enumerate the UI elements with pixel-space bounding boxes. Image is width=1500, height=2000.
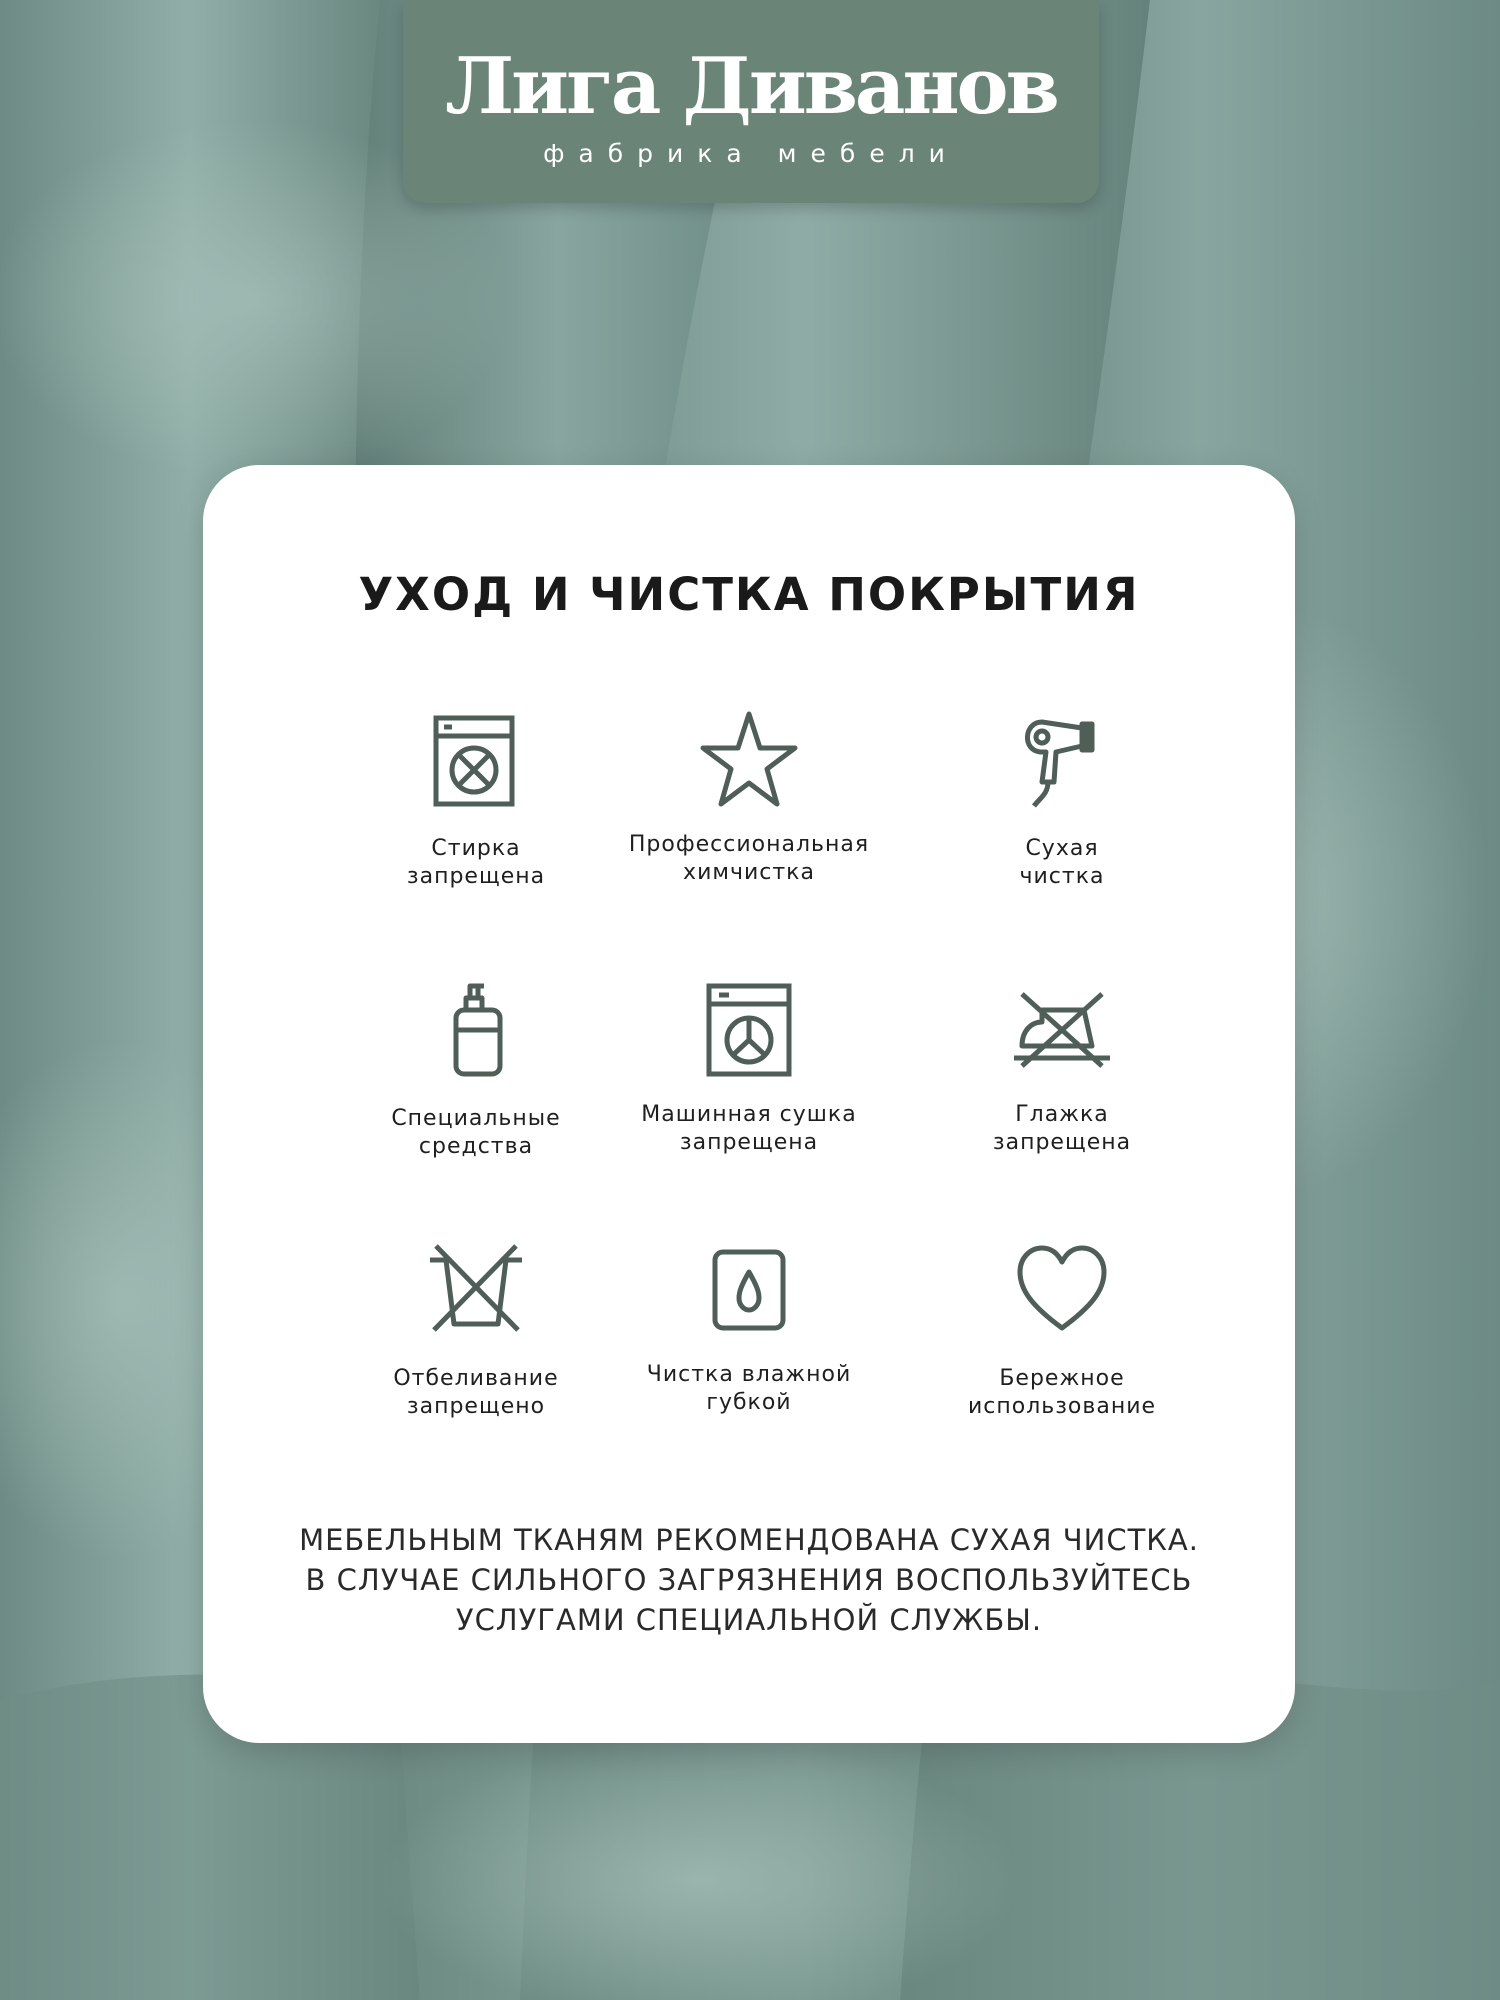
care-item-label: Отбеливание запрещено	[393, 1366, 559, 1419]
care-item-dry-cleaning	[897, 710, 1227, 930]
care-item-label: Машинная сушка запрещена	[641, 1102, 857, 1155]
ironing-forbidden-icon	[1012, 980, 1112, 1080]
care-item-damp-sponge	[584, 1240, 914, 1460]
washing-forbidden-icon	[426, 710, 526, 810]
care-item-label: Бережное использование	[967, 1366, 1157, 1419]
care-item-ironing	[897, 980, 1227, 1200]
care-item-label: Профессиональная химчистка	[628, 832, 870, 885]
care-item-label: Стирка запрещена	[406, 836, 546, 889]
care-item-careful-use	[897, 1240, 1227, 1460]
bleach-forbidden-icon	[426, 1240, 526, 1340]
care-item-label: Чистка влажной губкой	[646, 1362, 852, 1415]
brand-name: Лига Диванов	[445, 41, 1057, 132]
hair-dryer-icon	[1012, 710, 1112, 810]
care-item-label: Специальные средства	[391, 1106, 561, 1159]
care-item-label: Сухая чистка	[1019, 836, 1105, 889]
detergent-bottle-icon	[426, 980, 526, 1080]
care-card	[203, 465, 1295, 1743]
brand-subtitle: фабрика мебели	[543, 139, 959, 168]
heart-icon	[1012, 1240, 1112, 1340]
star-icon	[699, 710, 799, 810]
tumble-dry-forbidden-icon	[699, 980, 799, 1080]
brand-logo	[403, 0, 1099, 203]
care-item-tumble-dry	[584, 980, 914, 1200]
care-note: МЕБЕЛЬНЫМ ТКАНЯМ РЕКОМЕНДОВАНА СУХАЯ ЧИСТКА. В СЛУЧАЕ СИЛЬНОГО ЗАГРЯЗНЕНИЯ ВОСПОЛЬЗУЙТЕСЬ УСЛУГАМИ СПЕЦИАЛЬНОЙ СЛУЖБЫ.	[299, 1523, 1199, 1637]
care-item-professional-cleaning	[584, 710, 914, 930]
card-title: УХОД И ЧИСТКА ПОКРЫТИЯ	[358, 568, 1140, 621]
care-item-label: Глажка запрещена	[992, 1102, 1132, 1155]
damp-sponge-icon	[699, 1240, 799, 1340]
